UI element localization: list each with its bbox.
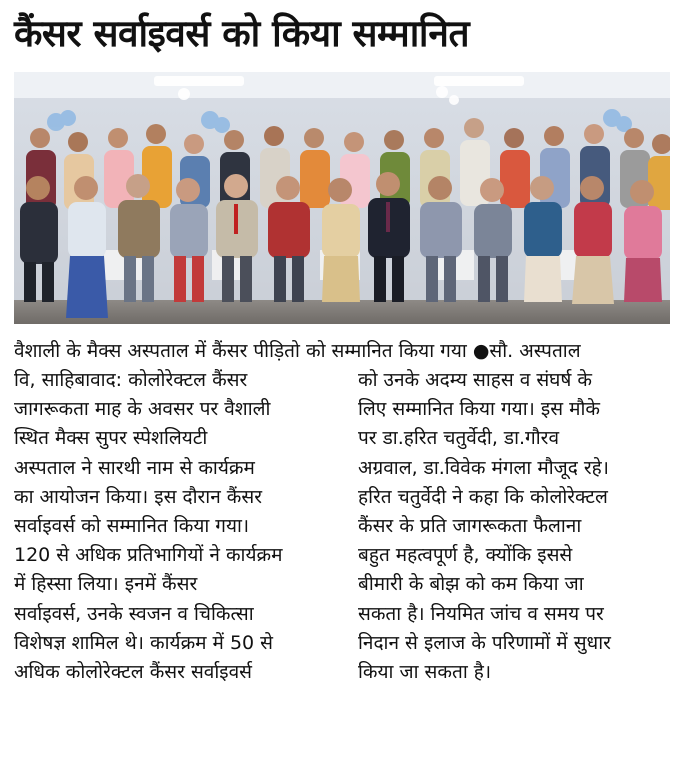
body-line: वि, साहिबावाद: कोलोरेक्टल कैंसर [14, 369, 248, 391]
body-line: सकता है। नियमित जांच व समय पर [358, 602, 604, 625]
body-line: निदान से इलाज के परिणामों में सुधार [358, 631, 611, 654]
body-line: सर्वाइवर्स को सम्मानित किया गया। [14, 514, 250, 537]
body-line: लिए सम्मानित किया गया। इस मौके [358, 398, 600, 421]
body-line: पर डा.हरित चतुर्वेदी, डा.गौरव [358, 427, 560, 450]
body-line: किया जा सकता है। [358, 660, 492, 683]
article-body-left-column [14, 366, 332, 687]
group-photo-image [14, 72, 670, 324]
body-line: अधिक कोलोरेक्टल कैंसर सर्वाइवर्स [14, 660, 253, 683]
photo-caption: वैशाली के मैक्स अस्पताल में कैंसर पीड़ितो को सम्मानित किया गया ●सौ. अस्पताल [14, 340, 581, 362]
body-line: 120 से अधिक प्रतिभागियों ने कार्यक्रम [14, 544, 283, 567]
body-line: विशेषज्ञ शामिल थे। कार्यक्रम में 50 से [14, 631, 274, 654]
body-line: सर्वाइवर्स, उनके स्वजन व चिकित्सा [14, 602, 254, 625]
body-line: अस्पताल ने सारथी नाम से कार्यक्रम [14, 456, 255, 479]
body-line: कैंसर के प्रति जागरूकता फैलाना [358, 514, 582, 537]
body-line: बहुत महत्वपूर्ण है, क्योंकि इससे [358, 544, 573, 567]
article-headline: कैंसर सर्वाइवर्स को किया सम्मानित [14, 12, 470, 55]
body-line: का आयोजन किया। इस दौरान कैंसर [14, 485, 262, 508]
body-line: को उनके अदम्य साहस व संघर्ष के [358, 369, 593, 391]
body-line: बीमारी के बोझ को कम किया जा [358, 573, 584, 596]
body-line: स्थित मैक्स सुपर स्पेशलियटी [14, 427, 208, 450]
body-line: जागरूकता माह के अवसर पर वैशाली [14, 398, 271, 421]
article-body-right-column [358, 366, 668, 687]
body-line: अग्रवाल, डा.विवेक मंगला मौजूद रहे। [358, 456, 609, 479]
group-photo [14, 72, 670, 324]
body-line: में हिस्सा लिया। इनमें कैंसर [14, 573, 198, 596]
body-line: हरित चतुर्वेदी ने कहा कि कोलोरेक्टल [358, 485, 608, 508]
